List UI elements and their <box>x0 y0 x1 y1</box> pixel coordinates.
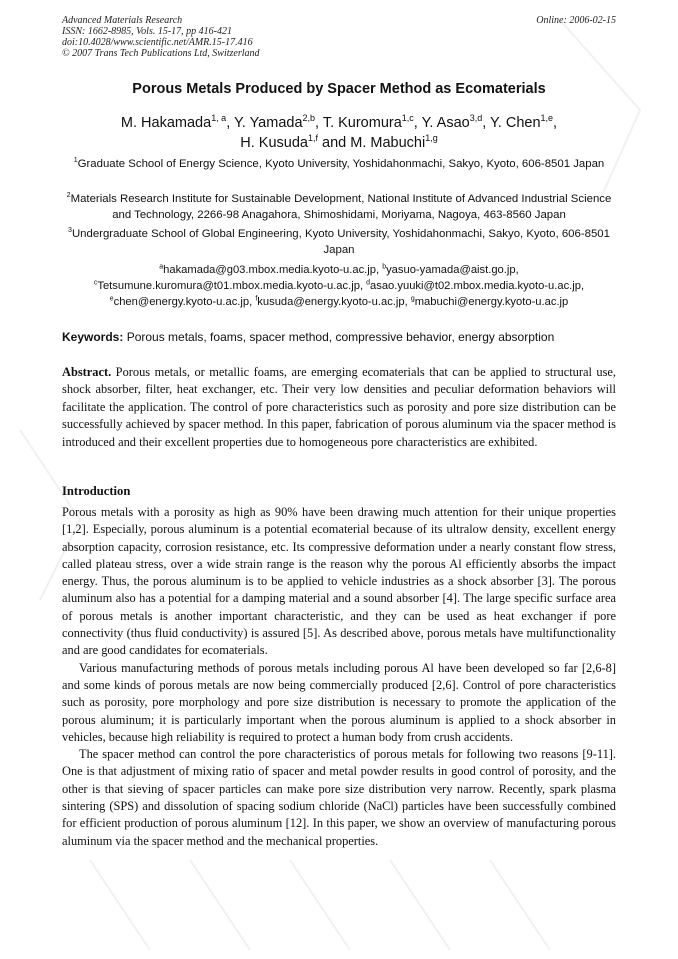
email-address: $^e$chen@energy.kyoto-u.ac.jp <box>109 295 250 308</box>
affiliation: $^2$Materials Research Institute for Sustainable Development, National Institute of Advanced Industrial Science and Technology, 2266-98 Anagahora, Shimoshidami, Moriyama, Nagoya, 463-8560 Japan <box>66 192 612 221</box>
abstract <box>62 364 616 451</box>
email-address: $^f$kusuda@energy.kyoto-u.ac.jp <box>255 295 405 308</box>
affiliation: $^3$Undergraduate School of Global Engineering, Kyoto University, Yoshidahonmachi, Sakyo, Kyoto, 606-8501 Japan <box>68 227 610 256</box>
email-address: $^a$hakamada@g03.mbox.media.kyoto-u.ac.jp <box>159 263 376 276</box>
paragraph: The spacer method can control the pore characteristics of porous metals for following two reasons [9-11]. One is that adjustment of mixing ratio of spacer and metal powder results in good control of porosity, and the other is that sieving of spacer particles can make pore size distribution very narrow. Recently, spark plasma sintering (SPS) and dissolution of spacing sodium chloride (NaCl) particles have been successfully combined for efficient production of porous aluminum [12]. In this paper, we show an overview of manufacturing porous aluminum via the spacer method and the mechanical properties. <box>62 747 616 848</box>
journal-name: Advanced Materials Research <box>62 15 183 26</box>
abstract-text: Porous metals, or metallic foams, are emerging ecomaterials that can be applied to structural use, shock absorber, filter, heat exchanger, etc. Their very low densities and peculiar deformation behaviors will facilitate the application. The control of pore characteristics such as porosity and pore size distribution can be successfully achieved by spacer method. In this paper, fabrication of porous aluminum via the spacer method is introduced and their excellent properties due to homogeneous pore characteristics are exhibited. <box>62 365 616 449</box>
paper-title: Porous Metals Produced by Spacer Method as Ecomaterials <box>132 81 546 97</box>
author: Y. Chen$^{1,e}$ <box>490 113 554 131</box>
section-heading-introduction: Introduction <box>62 484 131 498</box>
email-list: $^a$hakamada@g03.mbox.media.kyoto-u.ac.jp, $^b$yasuo-yamada@aist.go.jp, $^c$Tetsumune.kuromura@t01.mbox.media.kyoto-u.ac.jp, $^d$asao.yuuki@t02.mbox.media.kyoto-u.ac.jp, $^e$chen@energy.kyoto-u.ac.jp, $^f$kusuda@energy.kyoto-u.ac.jp, $^g$mabuchi@energy.kyoto-u.ac.jp <box>93 263 585 308</box>
journal-issn: ISSN: 1662-8985, Vols. 15-17, pp 416-421 <box>62 26 232 37</box>
introduction-body <box>62 504 616 850</box>
paragraph: Various manufacturing methods of porous metals including porous Al have been developed so far [2,6-8] and some kinds of porous metals are now being commercially produced [2,6]. Control of pore characteristics such as porosity, pore morphology and pore size distribution is necessary to promote the application of the porous aluminum; it is particularly important when the porous aluminum is applied to a shock absorber in vehicles, because high reliability is required to protect a human body from crush accidents. <box>62 660 616 744</box>
email-address: $^b$yasuo-yamada@aist.go.jp, <box>382 263 519 276</box>
journal-doi: doi:10.4028/www.scientific.net/AMR.15-17.416 <box>62 37 253 48</box>
email-address: $^d$asao.yuuki@t02.mbox.media.kyoto-u.ac.jp, <box>366 279 585 292</box>
author: Y. Asao$^{3,d}$ <box>421 113 483 131</box>
keywords <box>62 329 616 345</box>
online-date: Online: 2006-02-15 <box>536 15 616 26</box>
journal-header <box>62 15 616 59</box>
author: T. Kuromura$^{1,c}$ <box>322 113 414 131</box>
keywords-text: Porous metals, foams, spacer method, compressive behavior, energy absorption <box>123 330 555 344</box>
paragraph: Porous metals with a porosity as high as 90% have been drawing much attention for their unique properties [1,2]. Especially, porous aluminum is a potential ecomaterial because of its ultralow density, excellent energy absorption capacity, corrosion resistance, etc. Its compressive deformation under a nearly constant flow stress, called plateau stress, over a wide strain range is the reason why the porous Al efficiently absorbs the impact energy. Thus, the porous aluminum is to be applied to vehicle industries as a shock absorber [3]. The porous aluminum also has a potential for a damping material and a sound absorber [4]. The large specific surface area of porous metals is another important characteristic, and they can be used as heat exchanger if pore connectivity (thus fluid conductivity) is assured [5]. As described above, porous metals have multifunctionality and are good candidates for ecomaterials. <box>62 505 616 658</box>
author: M. Mabuchi$^{1,g}$ <box>350 133 438 151</box>
author: M. Hakamada$^{1, a}$ <box>120 113 227 131</box>
email-address: $^g$mabuchi@energy.kyoto-u.ac.jp <box>410 295 569 308</box>
email-address: $^c$Tetsumune.kuromura@t01.mbox.media.kyoto-u.ac.jp <box>93 279 360 292</box>
author: Y. Yamada$^{2,b}$ <box>233 113 316 131</box>
keywords-label: Keywords: <box>62 330 124 344</box>
affiliation: $^1$Graduate School of Energy Science, Kyoto University, Yoshidahonmachi, Sakyo, Kyoto, 606-8501 Japan <box>73 157 605 170</box>
author: H. Kusuda$^{1,f}$ <box>240 133 318 151</box>
journal-copyright: © 2007 Trans Tech Publications Ltd, Switzerland <box>62 48 260 59</box>
author-list: M. Hakamada$^{1, a}$, Y. Yamada$^{2,b}$, T. Kuromura$^{1,c}$, Y. Asao$^{3,d}$, Y. Chen$^{1,e}$, H. Kusuda$^{1,f}$ and M. Mabuchi$^{1,g}$ <box>120 113 558 151</box>
abstract-label: Abstract. <box>62 365 112 379</box>
